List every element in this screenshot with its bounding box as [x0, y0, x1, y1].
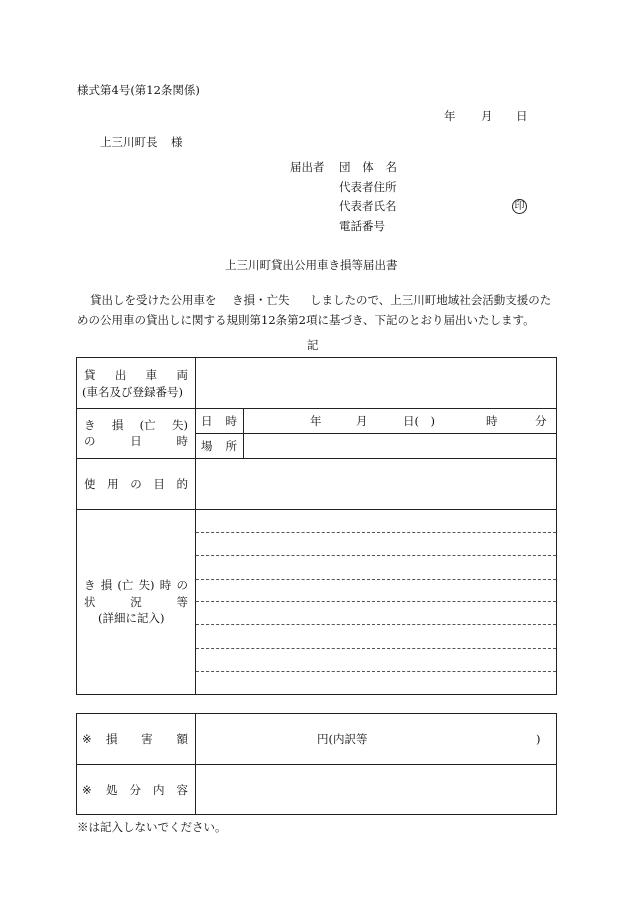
- applicant-label: 届出者: [290, 160, 325, 174]
- situation-label-line3: (詳細に記入): [98, 611, 165, 625]
- place-label: 場 所: [201, 439, 237, 453]
- body-line2: めの公用車の貸出しに関する規則第12条第2項に基づき、下記のとおり届出いたします。: [77, 313, 535, 327]
- dotted-rule: [196, 648, 556, 649]
- vehicle-label: 貸 出 車 両: [84, 368, 188, 382]
- situation-label-line2: 状 況 等: [84, 595, 188, 609]
- dotted-rule: [196, 624, 556, 625]
- body-line1-a: 貸出しを受けた公用車を: [90, 293, 217, 307]
- date-day-unit: 日: [516, 109, 528, 123]
- dotted-rule: [196, 579, 556, 580]
- dotted-rule: [196, 671, 556, 672]
- situation-label-line1: き 損 (亡 失) 時 の: [84, 578, 188, 592]
- damage-amount-mark: ※: [82, 732, 92, 746]
- purpose-label: 使 用 の 目 的: [84, 477, 188, 491]
- date-year-unit: 年: [444, 109, 456, 123]
- form-number: 様式第4号(第12条関係): [77, 83, 200, 97]
- disposition-mark: ※: [82, 783, 92, 797]
- seal-mark: 印: [512, 199, 527, 214]
- damage-amount-label: 損 害 額: [106, 732, 188, 746]
- situation-field[interactable]: [196, 510, 556, 694]
- rep-address-label: 代表者住所: [339, 180, 397, 194]
- addressee-honorific: 様: [171, 135, 183, 149]
- damage-amount-value-prefix: 円(内訳等: [317, 732, 368, 746]
- disposition-label: 処 分 内 容: [106, 783, 188, 797]
- datetime-year-unit: 年: [310, 414, 322, 428]
- ki-label: 記: [307, 338, 319, 352]
- datetime-minute-unit: 分: [535, 414, 547, 428]
- rep-name-label: 代表者氏名: [339, 199, 397, 213]
- body-line1-b: き損・亡失: [232, 293, 290, 307]
- vehicle-field[interactable]: [196, 358, 556, 407]
- disposition-field[interactable]: [196, 765, 556, 814]
- vehicle-sub-label: (車名及び登録番号): [82, 385, 183, 399]
- datetime-month-unit: 月: [356, 414, 368, 428]
- place-field[interactable]: [244, 434, 556, 457]
- damage-label-line2: の 日 時: [84, 434, 188, 448]
- dotted-rule: [196, 601, 556, 602]
- datetime-label: 日 時: [201, 414, 237, 428]
- body-line1-c: しましたので、上三川町地域社会活動支援のた: [310, 293, 552, 307]
- dotted-rule: [196, 532, 556, 533]
- dotted-rule: [196, 555, 556, 556]
- datetime-hour-unit: 時: [486, 414, 498, 428]
- damage-label-line1: き 損 (亡 失): [84, 418, 188, 432]
- group-name-label: 団 体 名: [339, 160, 397, 174]
- document-title: 上三川町貸出公用車き損等届出書: [225, 258, 398, 272]
- purpose-field[interactable]: [196, 459, 556, 508]
- addressee-name: 上三川町長: [100, 135, 158, 149]
- damage-amount-value-suffix: ): [536, 732, 541, 746]
- date-month-unit: 月: [481, 109, 493, 123]
- phone-label: 電話番号: [339, 219, 385, 233]
- datetime-day-unit: 日( ): [403, 414, 435, 428]
- footnote: ※は記入しないでください。: [77, 820, 227, 834]
